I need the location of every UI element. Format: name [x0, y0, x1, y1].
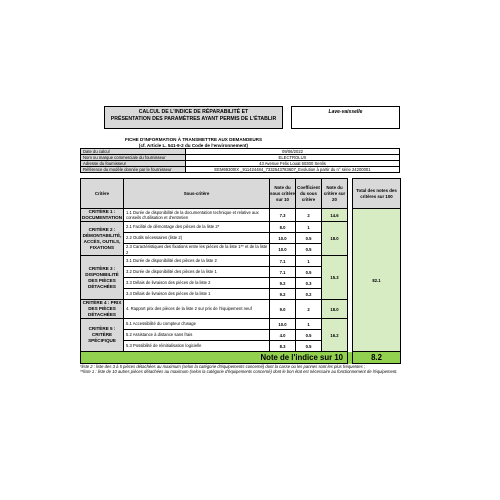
info-value: 09/06/2022	[186, 149, 400, 155]
subcriterion-note: 7.1	[270, 267, 296, 278]
table-row	[81, 209, 401, 222]
subcriterion-note: 9.2	[270, 278, 296, 289]
criterion-name: CRITÈRE 1 : DOCUMENTATION	[81, 209, 123, 220]
criterion-name: CRITÈRE 2 : DÉMONTABILITÉ, ACCÈS, OUTILS, FIXATIONS	[81, 222, 124, 256]
subcriterion-coefficient: 0.5	[296, 341, 322, 352]
info-label: Adresse du fournisseur	[81, 161, 186, 167]
criterion-score: 16.2	[322, 319, 348, 352]
footnote-2: **liste 1 : liste de 10 autres pièces détachées au maximum (selon la catégorie d'équipements concerné) dont le bon état est nécessaire au fonctionnement de l'équipement.	[80, 369, 398, 375]
subcriterion-note: 9.2	[270, 289, 296, 300]
subcriterion-note: 10.0	[270, 319, 296, 330]
title-line-2: PRÉSENTATION DES PARAMÈTRES AYANT PERMIS DE L'ÉTABLIR	[110, 116, 277, 122]
total-score: 82.1	[353, 209, 401, 352]
footnote-1: *liste 2 : liste des 3 à 5 pièces détachées au maximum (selon la catégorie d'équipements concerné) dont la casse ou les pannes sont les plus fréquentes ;	[80, 364, 366, 369]
final-score-label: Note de l'indice sur 10	[81, 352, 348, 364]
subcriterion-label: 5.3 Possibilité de réinitialisation logicielle	[124, 341, 270, 352]
subcriterion-coefficient: 0.5	[296, 330, 322, 341]
subcriterion-label: 3.2 Durée de disponibilité des pièces de la liste 1	[124, 267, 270, 278]
subheading-line-2: (cf. Article L. 541-9-2 du Code de l'environnement)	[138, 143, 249, 148]
subcriterion-coefficient: 1	[296, 256, 322, 267]
subcriterion-label: 2.2 Outils nécessaires (liste 2)	[124, 233, 270, 244]
subcriterion-coefficient: 2	[296, 209, 322, 222]
col-header-total: Total des notes des critères sur 100	[353, 179, 401, 209]
subcriterion-note: 7.1	[270, 256, 296, 267]
subcriterion-label: 2.3 Caractéristiques des fixations entre les pièces de la liste 1** et de la liste 2	[124, 244, 270, 256]
subcriterion-note: 10.0	[270, 244, 296, 256]
info-row	[81, 167, 400, 173]
subcriterion-label: 3.4 Délais de livraison des pièces de la liste 1	[124, 289, 270, 300]
table-header-row	[81, 179, 401, 209]
col-header-criterion: Critère	[81, 179, 124, 209]
criterion-score: 14.6	[322, 209, 348, 222]
subcriterion-label: 2.1 Facilité de démontage des pièces de la liste 2*	[124, 222, 270, 233]
info-label: Référence du modèle donnée par le fournisseur	[81, 167, 186, 173]
criterion-score: 18.0	[322, 300, 348, 319]
subcriterion-label: 5.1 Accessibilité du compteur d'usage	[124, 319, 270, 330]
subcriterion-coefficient: 1	[296, 222, 322, 233]
subcriterion-coefficient: 0.2	[296, 289, 322, 300]
subcriterion-coefficient: 0.5	[296, 244, 322, 256]
info-label: Date du calcul	[81, 149, 186, 155]
subcriterion-coefficient: 1	[296, 319, 322, 330]
subcriterion-label: 3.1 Durée de disponibilité des pièces de la liste 2	[124, 256, 270, 267]
subcriterion-label: 4. Rapport prix des pièces de la liste 2 sur prix de l'équipement neuf	[124, 300, 270, 319]
footnotes	[80, 364, 400, 375]
criterion-name: CRITÈRE 4 : PRIX DES PIÈCES DÉTACHÉES	[81, 300, 124, 319]
col-header-note10: Note du sous critère sur 10	[270, 179, 296, 209]
subcriterion-label: 1.1 Durée de disponibilité de la documentation technique et relative aux conseils d'utilisation et d'entretien	[124, 209, 270, 222]
subcriterion-note: 4.0	[270, 330, 296, 341]
subcriterion-coefficient: 0.3	[296, 278, 322, 289]
info-value: ELECTROLUX	[186, 155, 400, 161]
document-title	[104, 106, 283, 129]
subcriterion-note: 7.3	[270, 209, 296, 222]
subcriterion-coefficient: 0.5	[296, 267, 322, 278]
header	[104, 106, 400, 131]
subcriterion-label: 3.3 Délais de livraison des pièces de la liste 2	[124, 278, 270, 289]
subcriterion-note: 8.0	[270, 222, 296, 233]
criterion-name: CRITÈRE 3 : DISPONIBILITÉ DES PIÈCES DÉTACHÉES	[81, 256, 124, 300]
info-value: 43 Avenue Felix Louat 60300 Senlis	[186, 161, 400, 167]
final-score-row	[81, 352, 401, 364]
criterion-score: 15.3	[322, 256, 348, 300]
subcriterion-coefficient: 0.5	[296, 233, 322, 244]
col-header-note20: Note du critère sur 20	[322, 179, 348, 209]
info-label: Nom ou marque commerciale du fournisseur	[81, 155, 186, 161]
supplier-info-table	[80, 148, 400, 173]
repairability-table	[80, 178, 401, 364]
col-header-coef: Coefficient du sous critère	[296, 179, 322, 209]
col-header-subcriterion: Sous-critère	[124, 179, 270, 209]
info-value: EEM69300IX _911424484_7332543783607_Evolution à partir du n° série 24200001	[186, 167, 400, 173]
title-line-1: CALCUL DE L'INDICE DE RÉPARABILITÉ ET	[138, 109, 249, 115]
final-score-value: 8.2	[353, 352, 401, 364]
subcriterion-coefficient: 2	[296, 300, 322, 319]
subcriterion-note: 9.0	[270, 300, 296, 319]
criterion-name: CRITÈRE 5 : CRITÈRE SPÉCIFIQUE	[81, 319, 124, 352]
subcriterion-note: 10.0	[270, 233, 296, 244]
appliance-type: Lave-vaisselle	[291, 106, 400, 129]
criterion-score: 18.0	[322, 222, 348, 256]
subheading-line-1: FICHE D'INFORMATION À TRANSMETTRE AUX DEMANDEURS	[124, 137, 263, 142]
subcriterion-label: 5.2 Assistance à distance sans frais	[124, 330, 270, 341]
subcriterion-note: 8.3	[270, 341, 296, 352]
